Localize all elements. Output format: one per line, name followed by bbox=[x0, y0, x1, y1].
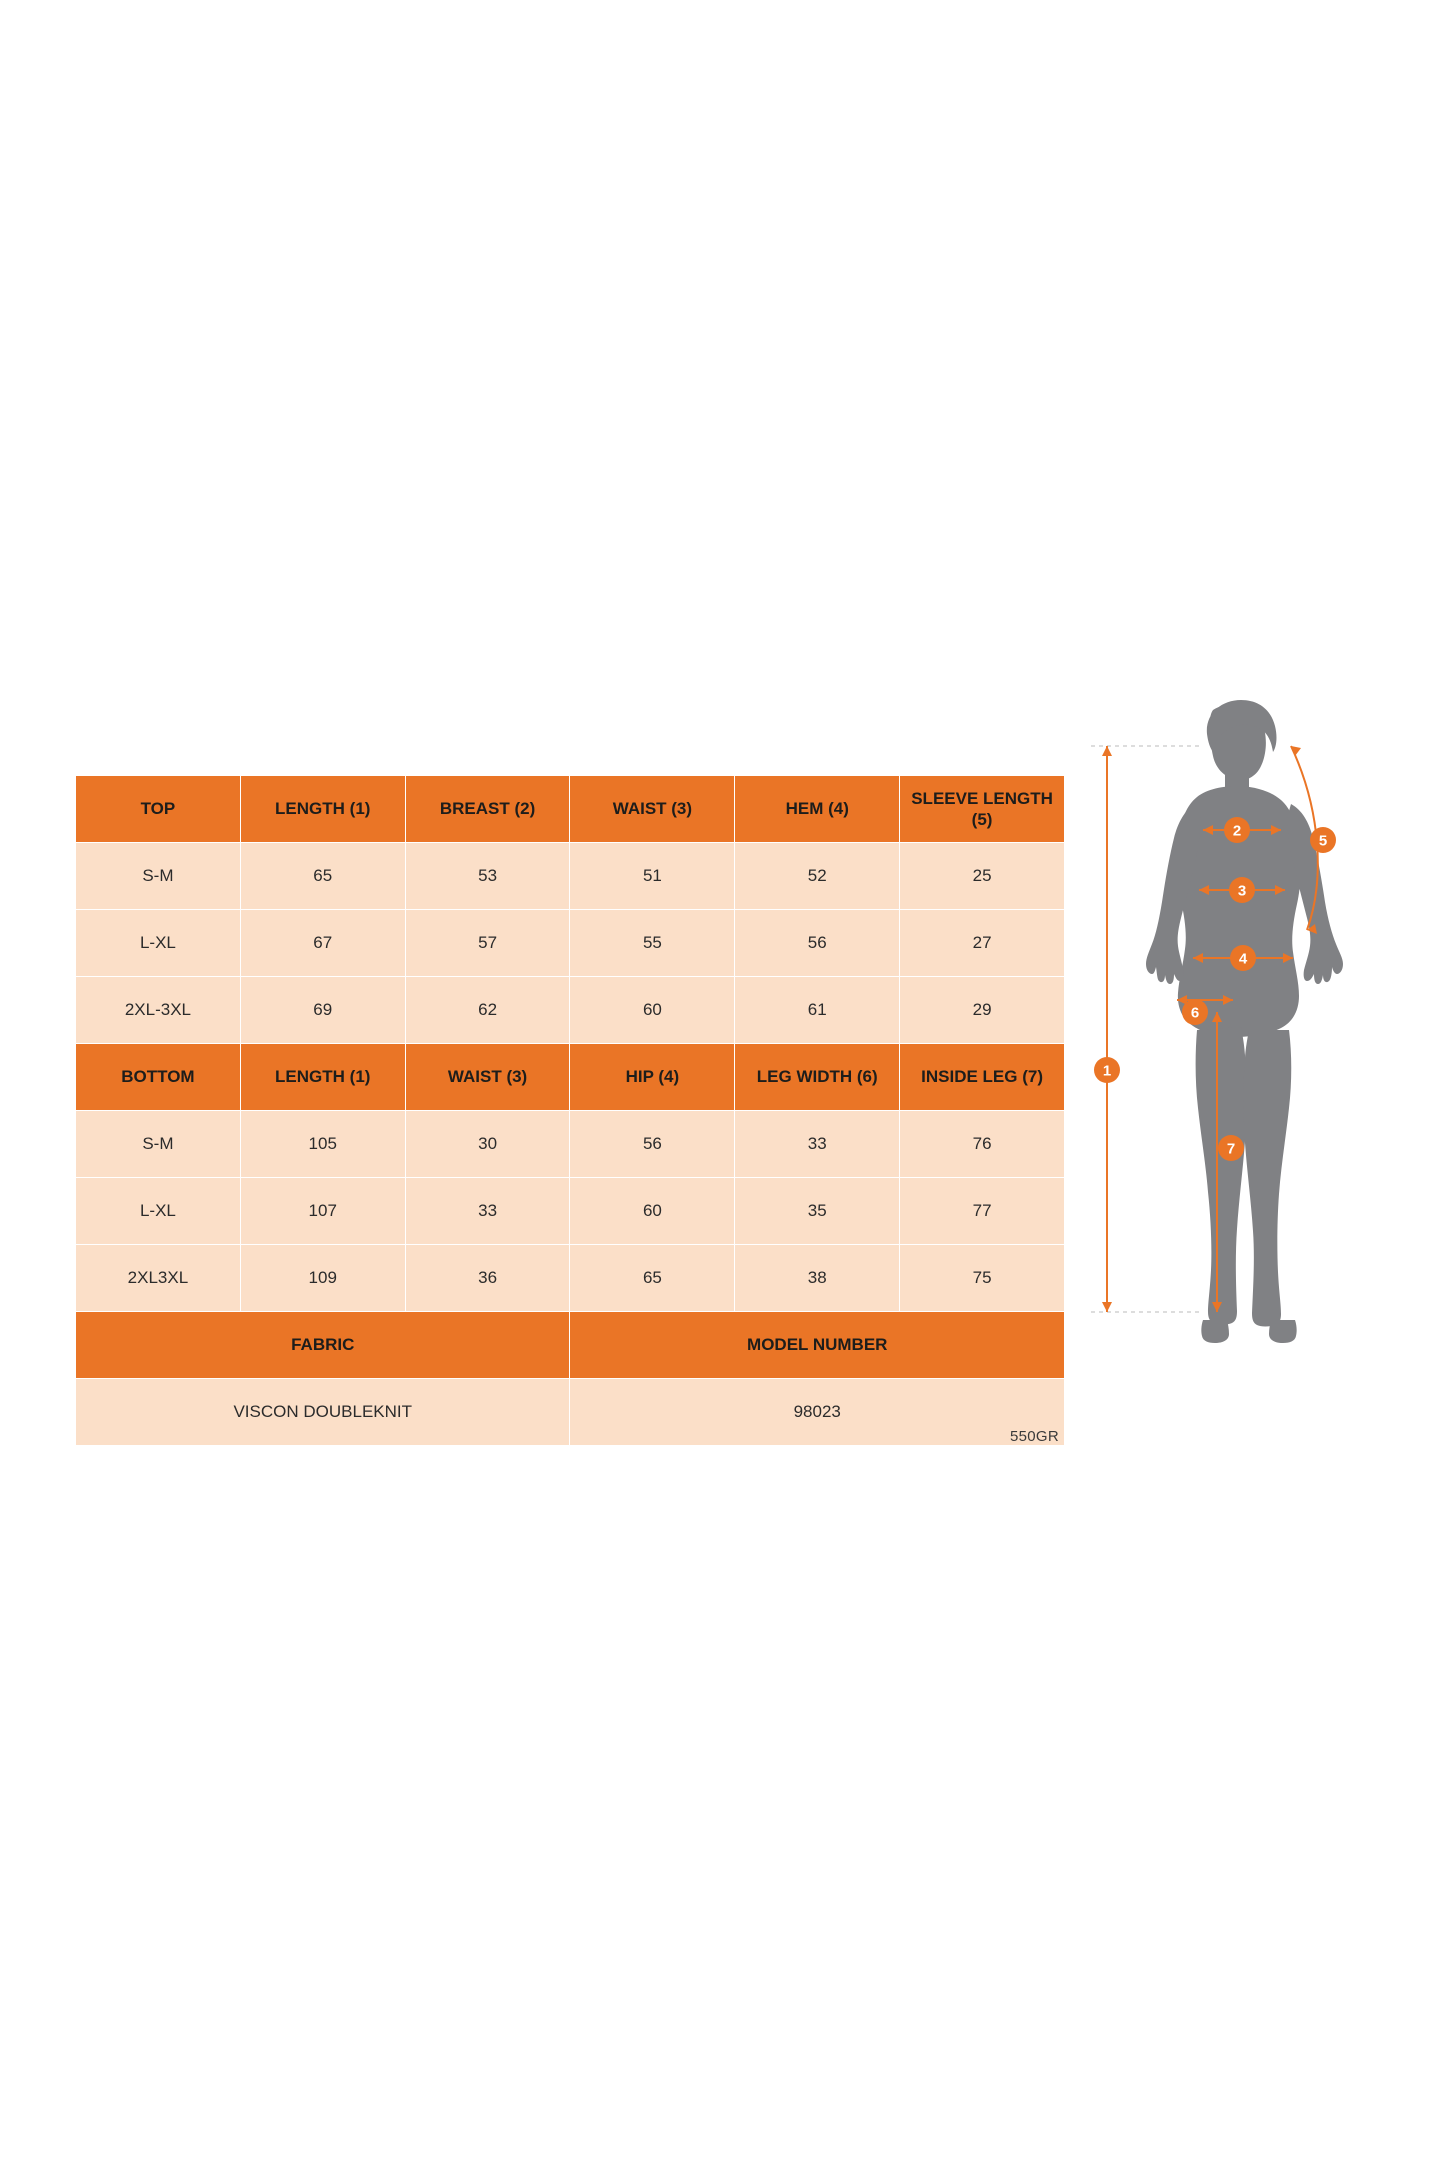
top-section-label: TOP bbox=[76, 776, 241, 843]
top-cell-sleeve: 25 bbox=[900, 843, 1065, 910]
bottom-cell-hip: 56 bbox=[570, 1111, 735, 1178]
table-row bbox=[76, 910, 1065, 977]
top-row-size: L-XL bbox=[76, 910, 241, 977]
model-number-value: 98023 bbox=[570, 1379, 1065, 1446]
marker-7 bbox=[1218, 1135, 1244, 1161]
top-cell-breast: 62 bbox=[405, 977, 570, 1044]
bottom-row-size: L-XL bbox=[76, 1178, 241, 1245]
bottom-cell-inside-leg: 77 bbox=[900, 1178, 1065, 1245]
marker-2-label: 2 bbox=[1232, 822, 1242, 840]
fabric-value: VISCON DOUBLEKNIT bbox=[76, 1379, 570, 1446]
female-silhouette-icon bbox=[1146, 700, 1343, 1343]
bottom-col-waist: WAIST (3) bbox=[405, 1044, 570, 1111]
top-cell-length: 69 bbox=[240, 977, 405, 1044]
top-cell-hem: 56 bbox=[735, 910, 900, 977]
footer-header-row bbox=[76, 1312, 1065, 1379]
bottom-cell-leg-width: 35 bbox=[735, 1178, 900, 1245]
bottom-cell-leg-width: 38 bbox=[735, 1245, 900, 1312]
size-chart-table bbox=[75, 775, 1065, 1446]
bottom-cell-waist: 30 bbox=[405, 1111, 570, 1178]
top-cell-sleeve: 27 bbox=[900, 910, 1065, 977]
bottom-cell-leg-width: 33 bbox=[735, 1111, 900, 1178]
table-row bbox=[76, 1111, 1065, 1178]
table-row bbox=[76, 1178, 1065, 1245]
top-cell-breast: 57 bbox=[405, 910, 570, 977]
bottom-header-row bbox=[76, 1044, 1065, 1111]
top-cell-length: 67 bbox=[240, 910, 405, 977]
marker-1 bbox=[1094, 1057, 1120, 1083]
bottom-cell-inside-leg: 75 bbox=[900, 1245, 1065, 1312]
bottom-col-hip: HIP (4) bbox=[570, 1044, 735, 1111]
top-cell-length: 65 bbox=[240, 843, 405, 910]
top-col-length: LENGTH (1) bbox=[240, 776, 405, 843]
bottom-col-length: LENGTH (1) bbox=[240, 1044, 405, 1111]
top-col-breast: BREAST (2) bbox=[405, 776, 570, 843]
top-col-hem: HEM (4) bbox=[735, 776, 900, 843]
marker-7-label: 7 bbox=[1226, 1140, 1236, 1158]
top-col-sleeve-length: SLEEVE LENGTH (5) bbox=[900, 776, 1065, 843]
marker-3-label: 3 bbox=[1237, 882, 1247, 900]
fabric-header: FABRIC bbox=[76, 1312, 570, 1379]
bottom-row-size: 2XL3XL bbox=[76, 1245, 241, 1312]
bottom-cell-length: 109 bbox=[240, 1245, 405, 1312]
top-cell-waist: 60 bbox=[570, 977, 735, 1044]
bottom-cell-length: 105 bbox=[240, 1111, 405, 1178]
top-row-size: 2XL-3XL bbox=[76, 977, 241, 1044]
top-cell-waist: 51 bbox=[570, 843, 735, 910]
marker-6-label: 6 bbox=[1190, 1004, 1200, 1022]
bottom-cell-hip: 60 bbox=[570, 1178, 735, 1245]
bottom-cell-length: 107 bbox=[240, 1178, 405, 1245]
bottom-cell-inside-leg: 76 bbox=[900, 1111, 1065, 1178]
bottom-cell-waist: 33 bbox=[405, 1178, 570, 1245]
bottom-col-inside-leg: INSIDE LEG (7) bbox=[900, 1044, 1065, 1111]
bottom-row-size: S-M bbox=[76, 1111, 241, 1178]
marker-4 bbox=[1230, 945, 1256, 971]
marker-4-label: 4 bbox=[1238, 950, 1248, 968]
table-row bbox=[76, 1245, 1065, 1312]
top-header-row bbox=[76, 776, 1065, 843]
top-cell-hem: 61 bbox=[735, 977, 900, 1044]
bottom-cell-hip: 65 bbox=[570, 1245, 735, 1312]
marker-1-label: 1 bbox=[1102, 1062, 1112, 1080]
top-cell-waist: 55 bbox=[570, 910, 735, 977]
footer-value-row bbox=[76, 1379, 1065, 1446]
fabric-weight-note: 550GR bbox=[1010, 1428, 1060, 1445]
top-cell-sleeve: 29 bbox=[900, 977, 1065, 1044]
marker-5-label: 5 bbox=[1318, 832, 1328, 850]
bottom-cell-waist: 36 bbox=[405, 1245, 570, 1312]
marker-3 bbox=[1229, 877, 1255, 903]
marker-5 bbox=[1310, 827, 1336, 853]
bottom-col-leg-width: LEG WIDTH (6) bbox=[735, 1044, 900, 1111]
table-row bbox=[76, 977, 1065, 1044]
top-row-size: S-M bbox=[76, 843, 241, 910]
top-col-waist: WAIST (3) bbox=[570, 776, 735, 843]
table-row bbox=[76, 843, 1065, 910]
marker-2 bbox=[1224, 817, 1250, 843]
body-measurement-figure bbox=[1085, 700, 1415, 1460]
bottom-section-label: BOTTOM bbox=[76, 1044, 241, 1111]
top-cell-breast: 53 bbox=[405, 843, 570, 910]
model-number-header: MODEL NUMBER bbox=[570, 1312, 1065, 1379]
marker-6 bbox=[1182, 999, 1208, 1025]
top-cell-hem: 52 bbox=[735, 843, 900, 910]
